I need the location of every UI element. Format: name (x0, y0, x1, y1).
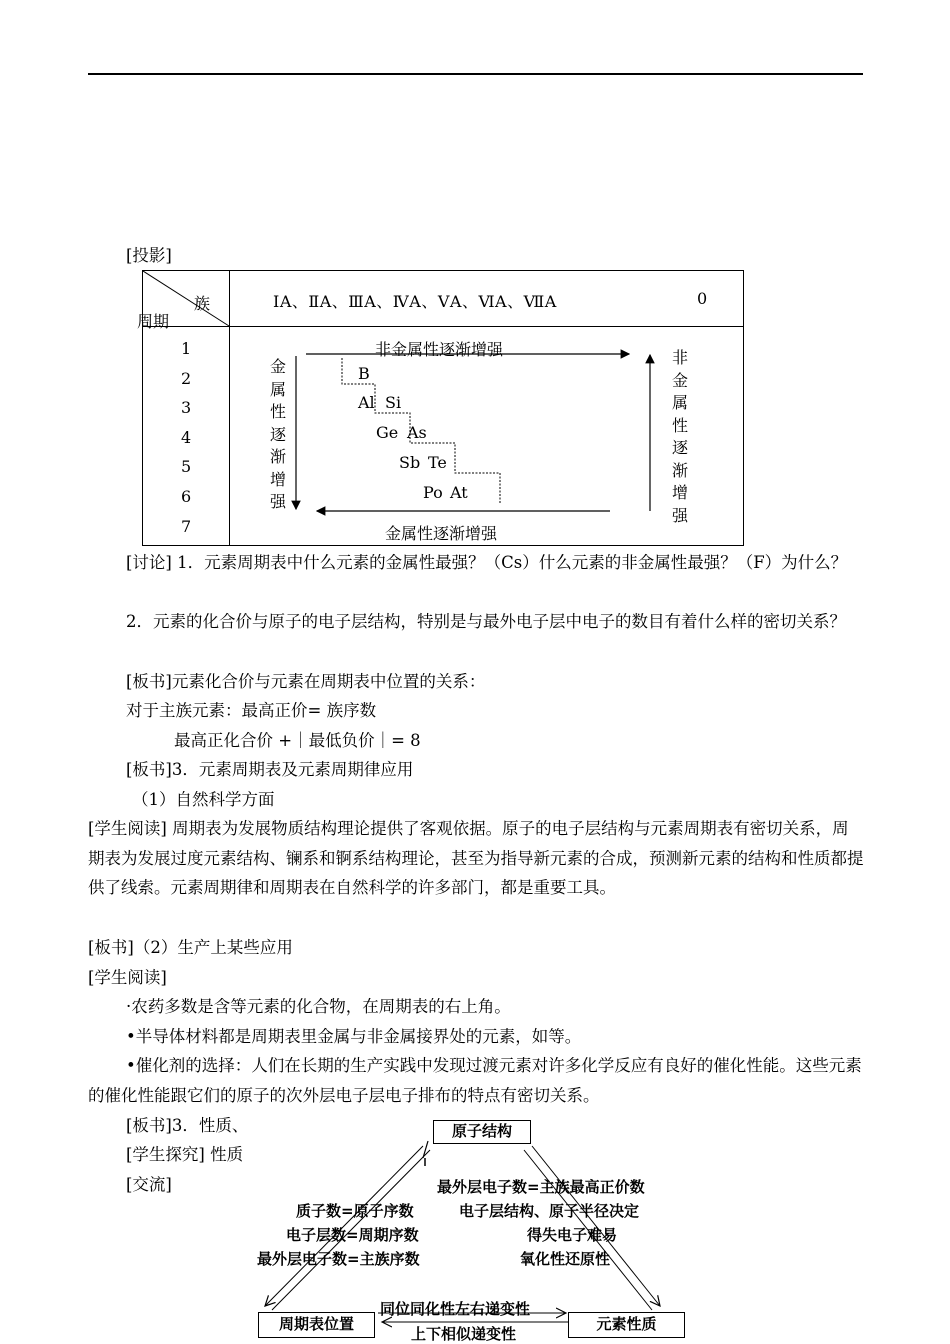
period-position-box: 周期表位置 (258, 1312, 375, 1338)
element-po: Po (423, 483, 443, 502)
zero-group-header: 0 (697, 289, 708, 308)
bullet-pesticide: ·农药多数是含等元素的化合物，在周期表的右上角。 (126, 997, 511, 1016)
element-at: At (450, 483, 468, 502)
left-line-1: 质子数=原子序数 (296, 1202, 414, 1220)
periodic-trend-table (137, 270, 744, 546)
period-number: 4 (181, 427, 192, 447)
right-vertical-label: 非金属性逐渐增强 (671, 348, 688, 525)
bottom-arrow-label: 金属性逐渐增强 (385, 524, 498, 543)
period-number: 3 (181, 398, 192, 418)
bottom-bottom-label: 上下相似递变性 (411, 1325, 517, 1343)
bottom-top-label: 同位同化性左右递变性 (380, 1300, 531, 1318)
element-properties-box: 元素性质 (568, 1312, 685, 1338)
discussion-q1: [讨论] 1．元素周期表中什么元素的金属性最强？（Cs）什么元素的非金属性最强？（F）为什么？ (126, 553, 848, 572)
period-number: 5 (181, 457, 192, 477)
left-line-2: 电子层数=周期序数 (286, 1226, 419, 1244)
period-number: 2 (181, 368, 192, 388)
right-line-1: 最外层电子数=主族最高正价数 (437, 1178, 645, 1196)
trend-arrows (143, 271, 745, 547)
element-as: As (407, 423, 427, 442)
header-rule (88, 73, 863, 75)
right-line-2: 电子层结构、原子半径决定 (459, 1202, 640, 1220)
student-explore: [学生探究] 性质 (126, 1145, 244, 1164)
element-si: Si (385, 393, 402, 412)
board-valence-position: [板书]元素化合价与元素在周期表中位置的关系： (126, 672, 486, 691)
board-production: [板书]（2）生产上某些应用 (88, 938, 293, 957)
corner-period-label: 周期 (137, 312, 170, 331)
board-applications: [板书]3．元素周期表及元素周期律应用 (126, 760, 414, 779)
element-al: Al (358, 393, 375, 412)
element-ge: Ge (376, 423, 399, 442)
student-reading-2: [学生阅读] (88, 968, 167, 987)
valence-sum-rule: 最高正化合价 +｜最低负价｜= 8 (174, 731, 421, 750)
period-number: 7 (181, 516, 192, 536)
right-line-3: 得失电子难易 (527, 1226, 618, 1244)
left-line-3: 最外层电子数=主族序数 (257, 1250, 420, 1268)
group-headers: ⅠA、ⅡA、ⅢA、ⅣA、ⅤA、ⅥA、ⅦA (273, 292, 557, 311)
element-b: B (358, 364, 370, 383)
left-vertical-label: 金属性逐渐增强 (269, 357, 286, 511)
natural-science-heading: （1）自然科学方面 (132, 790, 275, 809)
discussion-q2: 2．元素的化合价与原子的电子层结构，特别是与最外电子层中电子的数目有着什么样的密切关系？ (126, 612, 846, 631)
period-number: 6 (181, 487, 192, 506)
board-properties: [板书]3．性质、 (126, 1116, 249, 1135)
element-te: Te (428, 453, 447, 472)
exchange-label: [交流] (126, 1175, 172, 1194)
corner-group-label: 族 (194, 294, 211, 313)
bullet-catalyst: •催化剂的选择：人们在长期的生产实践中发现过渡元素对许多化学反应有良好的催化性能。这些元素的催化性能跟它们的原子的次外层电子层电子排布的特点有密切关系。 (88, 1056, 862, 1105)
top-arrow-label: 非金属性逐渐增强 (375, 340, 504, 359)
main-group-rule: 对于主族元素：最高正价= 族序数 (126, 701, 377, 720)
bullet-semiconductor: •半导体材料都是周期表里金属与非金属接界处的元素，如等。 (126, 1027, 582, 1046)
student-reading-1: [学生阅读] 周期表为发展物质结构理论提供了客观依据。原子的电子层结构与元素周期表有密切关系，周期表为发展过度元素结构、镧系和锕系结构理论，甚至为指导新元素的合成，预测新元素的结构和性质都提供了线索。元素周期律和周期表在自然科学的许多部门，都是重要工具。 (88, 819, 864, 897)
atom-structure-box: 原子结构 (433, 1120, 531, 1144)
period-number: 1 (181, 339, 192, 358)
element-sb: Sb (399, 453, 421, 472)
projection-label: [投影] (126, 246, 172, 265)
right-line-4: 氧化性还原性 (520, 1250, 611, 1268)
